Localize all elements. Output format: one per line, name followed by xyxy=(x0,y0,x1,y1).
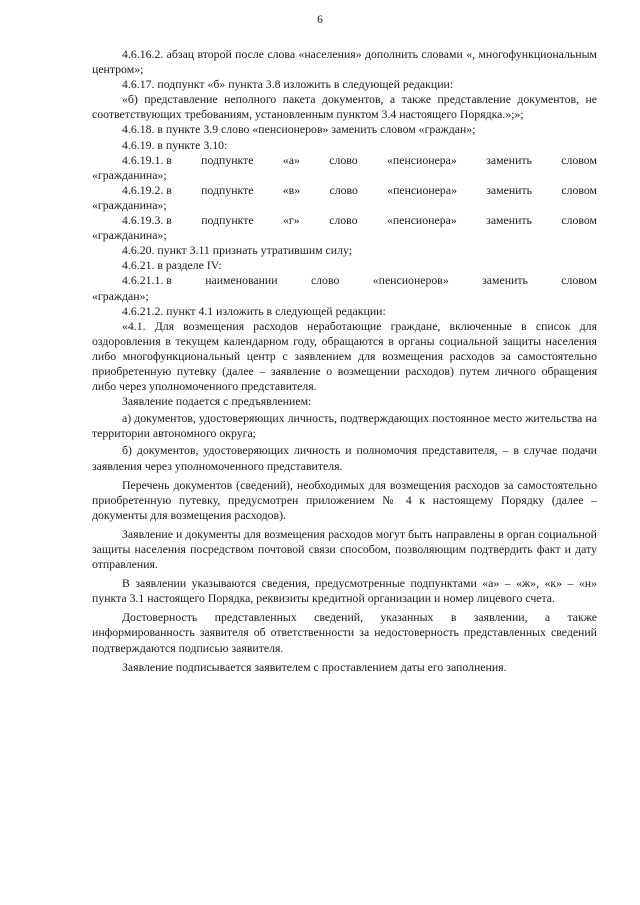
document-body xyxy=(92,47,597,675)
paragraph-4-6-21: 4.6.21. в разделе IV: xyxy=(122,258,222,273)
paragraph-postal-submission: Заявление и документы для возмещения расходов могут быть направлены в орган социальной защиты населения посредством почтовой связи способом, позволяющим подтвердить факт и дату отправления. xyxy=(92,526,597,572)
page-number: 6 xyxy=(317,14,323,26)
paragraph-quoted-b: «б) представление неполного пакета документов, а также представление документов, не соответствующих требованиям, установленным пунктом 3.4 настоящего Порядка.»;»; xyxy=(92,92,597,122)
paragraph-4-6-18: 4.6.18. в пункте 3.9 слово «пенсионеров» заменить словом «граждан»; xyxy=(122,122,476,137)
paragraph-signature: Заявление подписывается заявителем с проставлением даты его заполнения. xyxy=(122,659,507,674)
clause-tail: «гражданина»; xyxy=(92,228,167,243)
paragraph-4-6-21-2: 4.6.21.2. пункт 4.1 изложить в следующей редакции: xyxy=(122,303,386,318)
clause-4-6-19-3 xyxy=(92,213,597,243)
paragraph-4-6-20: 4.6.20. пункт 3.11 признать утратившим силу; xyxy=(122,243,352,258)
clause-4-6-19-1 xyxy=(92,153,597,183)
paragraph-accuracy: Достоверность представленных сведений, указанных в заявлении, а также информированность заявителя об ответственности за недостоверность представленных сведений подтверждаются подписью заявителя. xyxy=(92,610,597,655)
paragraph-application-contents: В заявлении указываются сведения, предусмотренные подпунктами «а» – «ж», «к» – «н» пункта 3.1 настоящего Порядка, реквизиты кредитной организации и номер лицевого счета. xyxy=(92,576,597,606)
paragraph-item-a: а) документов, удостоверяющих личность, подтверждающих постоянное место жительства на территории автономного округа; xyxy=(92,411,597,441)
clause-line: 4.6.21.1. в наименовании слово «пенсионеров» заменить словом xyxy=(122,273,597,288)
paragraph-4-6-16-2: 4.6.16.2. абзац второй после слова «населения» дополнить словами «, многофункциональным центром»; xyxy=(92,47,597,77)
clause-line: 4.6.19.3. в подпункте «г» слово «пенсионера» заменить словом xyxy=(122,213,597,228)
clause-tail: «гражданина»; xyxy=(92,167,167,182)
clause-4-6-21-1 xyxy=(92,273,597,303)
paragraph-item-b: б) документов, удостоверяющих личность и полномочия представителя, – в случае подачи заявления через уполномоченного представителя. xyxy=(92,443,597,473)
paragraph-4-1-text: «4.1. Для возмещения расходов неработающие граждане, включенные в список для оздоровления в текущем календарном году, обращаются в органы социальной защиты населения либо многофункциональный центр с заявлением для возмещения расходов за самостоятельно приобретенную путевку (далее – заявление о возмещении расходов) путем личного обращения либо через уполномоченного представителя. xyxy=(92,318,597,394)
paragraph-document-list: Перечень документов (сведений), необходимых для возмещения расходов за самостоятельно приобретенную путевку, предусмотрен приложением № 4 к настоящему Порядку (далее – документы для возмещения расходов). xyxy=(92,477,597,522)
clause-line: 4.6.19.1. в подпункте «а» слово «пенсионера» заменить словом xyxy=(122,152,597,167)
clause-tail: «граждан»; xyxy=(92,288,149,303)
clause-line: 4.6.19.2. в подпункте «в» слово «пенсионера» заменить словом xyxy=(122,182,597,197)
paragraph-application-submission: Заявление подается с предъявлением: xyxy=(122,394,312,409)
clause-tail: «гражданина»; xyxy=(92,197,167,212)
paragraph-4-6-19: 4.6.19. в пункте 3.10: xyxy=(122,137,228,152)
paragraph-4-6-17: 4.6.17. подпункт «б» пункта 3.8 изложить в следующей редакции: xyxy=(122,77,454,92)
clause-4-6-19-2 xyxy=(92,183,597,213)
